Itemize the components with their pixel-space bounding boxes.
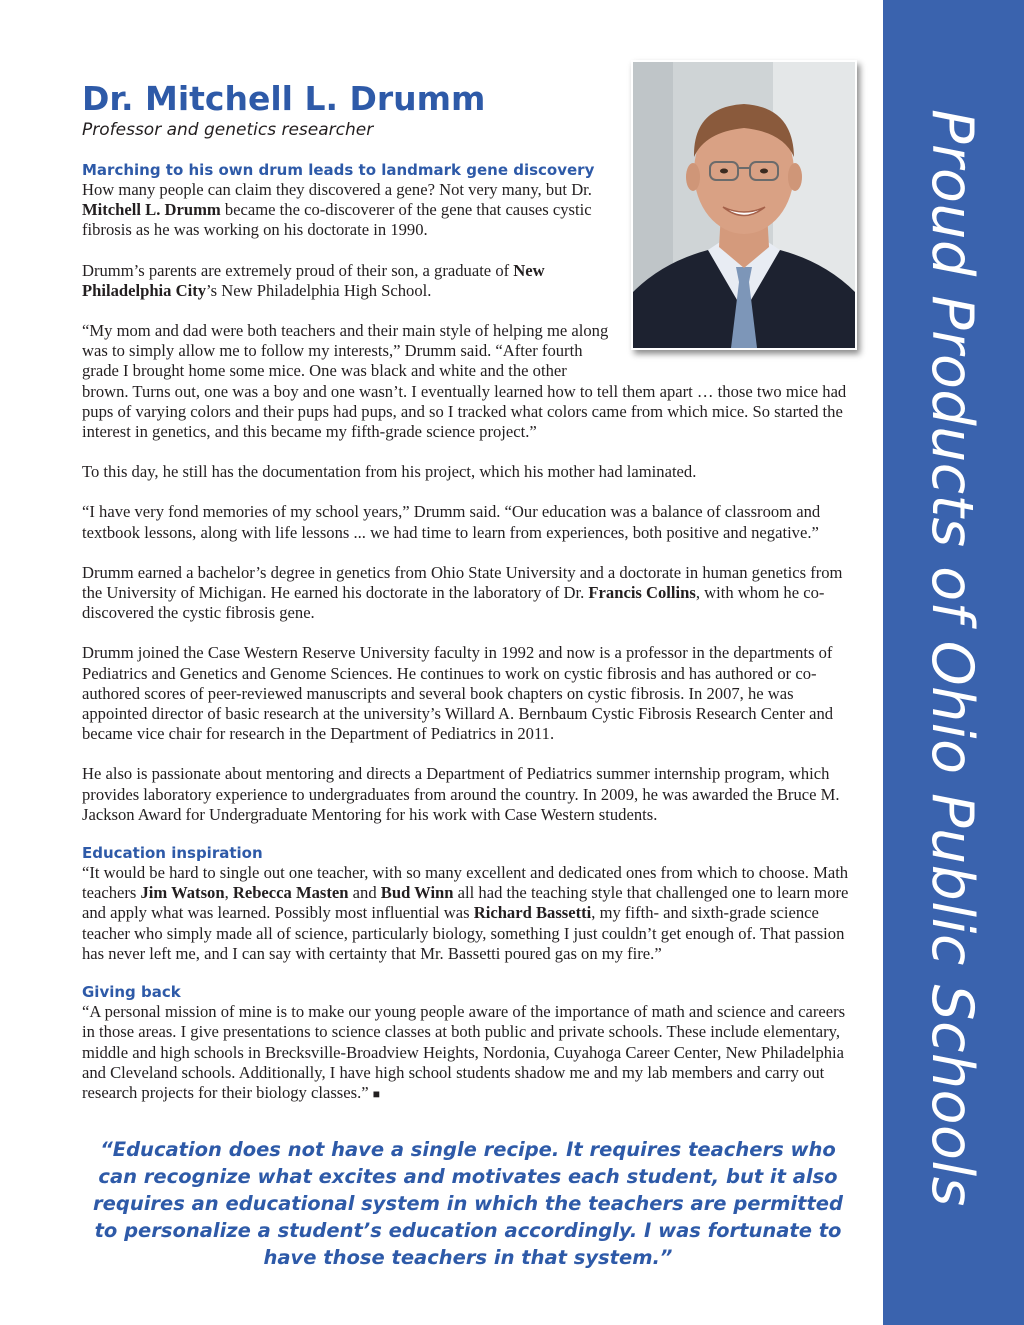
page-title: Dr. Mitchell L. Drumm [82, 79, 486, 118]
article-body [82, 80, 857, 1104]
text-span: , [224, 883, 233, 903]
section-heading-giving-back: Giving back [82, 983, 181, 1002]
paragraph-giving-back [82, 1002, 857, 1104]
text-span: Drumm earned a bachelor’s degree in genetics from Ohio State University and a doctorate in human genetics from the University of Michigan. He earned his doctorate in the laboratory of Dr. [82, 562, 843, 603]
sidebar-title: Proud Products of Ohio Public Schools [919, 109, 985, 1207]
text-span: How many people can claim they discovered a gene? Not very many, but Dr. [82, 180, 592, 199]
text-span: ’s New Philadelphia High School. [206, 280, 432, 300]
end-mark-icon: ■ [372, 1086, 380, 1101]
section-heading-education: Education inspiration [82, 844, 263, 863]
text-span: all had the teaching style that challenged one to learn more and apply what was learned. Possibly most influential was [82, 883, 849, 923]
pull-quote: “Education does not have a single recipe. It requires teachers who can recognize what excites and motivates each student, but it also requires an educational system in which the teachers are permitted to personalize a student’s education accordingly. I was fortunate to have those teachers in that system.” [93, 1138, 843, 1269]
paragraph-faculty: Drumm joined the Case Western Reserve University faculty in 1992 and now is a professor in the departments of Pediatrics and Genetics and Genome Sciences. He continues to work on cystic fibrosis and has authored or co-authored scores of peer-reviewed manuscripts and several book chapters on cystic fibrosis. In 2007, he was appointed director of basic research at the university’s Willard A. Bernbaum Cystic Fibrosis Research Center and became vice chair for research in the Department of Pediatrics in 2011. [82, 643, 834, 744]
paragraph-mentoring: He also is passionate about mentoring and directs a Department of Pediatrics summer internship program, which provides laboratory experience to undergraduates from around the country. In 2009, he was awarded the Bruce M. Jackson Award for Undergraduate Mentoring for his work with Case Western students. [82, 764, 840, 824]
text-span: , with whom he co-discovered the cystic fibrosis gene. [82, 583, 825, 623]
section-heading-discovery: Marching to his own drum leads to landmark gene discovery [82, 161, 595, 179]
paragraph-memories: “I have very fond memories of my school years,” Drumm said. “Our education was a balance of classroom and textbook lessons, along with life lessons ... we had time to learn from experiences, both positive and negative.” [82, 502, 821, 542]
page-subtitle: Professor and genetics researcher [82, 120, 374, 140]
bold-name: Francis Collins [588, 583, 696, 603]
photo-wrap-spacer [617, 321, 857, 381]
bold-name: Mitchell L. Drumm [82, 200, 221, 220]
bold-name: Richard Bassetti [473, 903, 592, 923]
text-span: “A personal mission of mine is to make our young people aware of the importance of math and science and careers in those areas. I give presentations to science classes at both public and private schools. These include elementary, middle and high schools in Brecksville-Broadview Heights, Nordonia, Cuyahoga Career Center, New Philadelphia and Cleveland schools. Additionally, I have high school students shadow me and my lab members and carry out research projects for their biology classes.” [82, 1002, 846, 1102]
text-span: became the co-discoverer of the gene that causes cystic fibrosis as he was working on his doctorate in 1990. [82, 200, 592, 240]
bold-name: Rebecca Masten [232, 883, 349, 903]
paragraph-mice-text: “My mom and dad were both teachers and their main style of helping me along was to simply allow me to follow my interests,” Drumm said. “After fourth grade I brought home some mice. One was black and white and the other brown. Turns out, one was a boy and one wasn’t. I eventually learned how to tell them apart … those two mice had pups of varying colors and their pups had pups, and so I tracked what colors came from which mice. So started the interest in genetics, and this became my fifth-grade science project.” [82, 321, 857, 442]
bold-school: New Philadelphia City [82, 260, 545, 300]
paragraph-parents [82, 261, 617, 301]
paragraph-documentation: To this day, he still has the documentation from his project, which his mother had laminated. [82, 462, 697, 482]
bold-name: Jim Watson [140, 883, 225, 903]
paragraph-degrees [82, 563, 857, 624]
text-span: Drumm’s parents are extremely proud of their son, a graduate of [82, 260, 514, 280]
text-span: and [348, 883, 381, 903]
paragraph-education [82, 863, 857, 964]
paragraph-intro [82, 180, 617, 241]
text-span: , my fifth- and sixth-grade science teacher who simply made all of science, particularly biology, something I just couldn’t get enough of. That passion has never left me, and I can say with certainty that Mr. Bassetti poured gas on my fire.” [82, 903, 845, 963]
text-span: “It would be hard to single out one teacher, with so many excellent and dedicated ones from which to choose. Math teachers [82, 863, 849, 903]
bold-name: Bud Winn [380, 883, 454, 903]
